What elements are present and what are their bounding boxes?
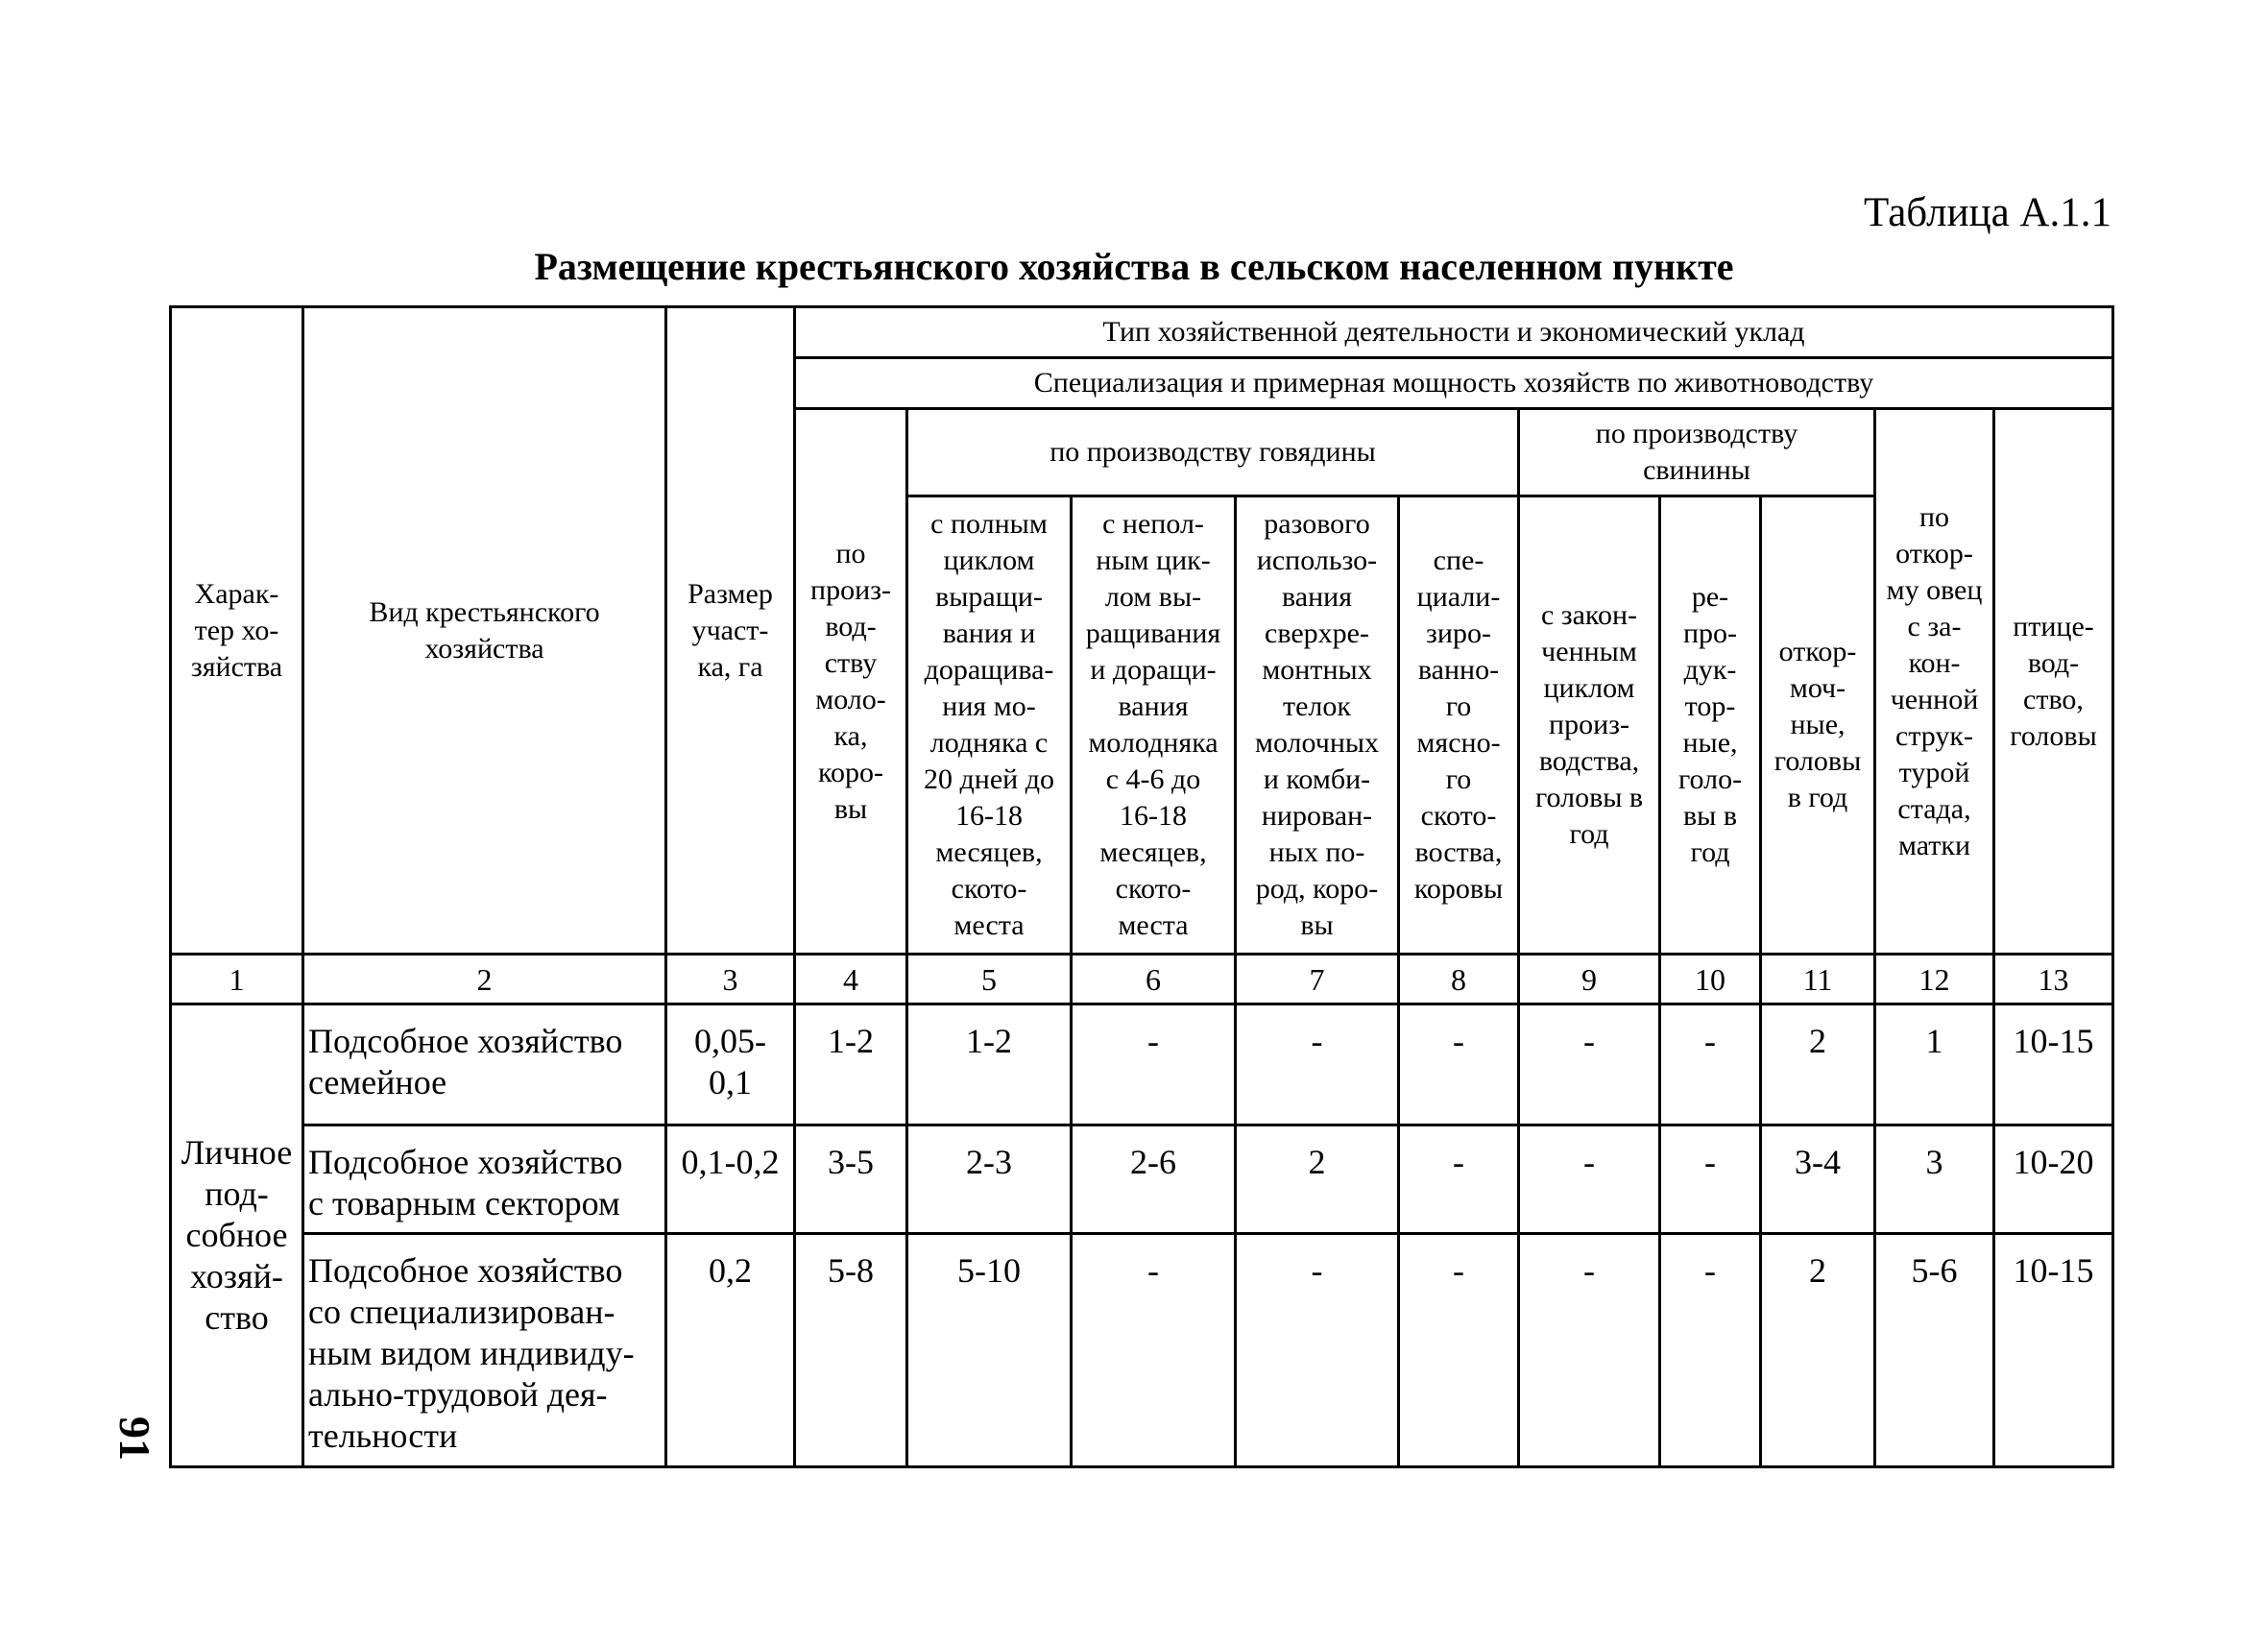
farm-kind: Подсобное хозяйство с товарным сектором xyxy=(303,1125,666,1234)
header-plot-size: Размер участ- ка, га xyxy=(666,307,795,955)
table-row xyxy=(171,1125,2113,1234)
table-cell: 1 xyxy=(1875,1004,1994,1125)
livestock-table xyxy=(169,305,2114,1468)
header-milk: по произ- вод- ству моло- ка, коро- вы xyxy=(795,409,907,955)
table-cell: 1-2 xyxy=(907,1004,1072,1125)
table-cell: 2 xyxy=(1761,1004,1875,1125)
farm-kind: Подсобное хозяйство семейное xyxy=(303,1004,666,1125)
header-beef-specialized: спе- циали- зиро- ванно- го мясно- го ското- воства, коровы xyxy=(1399,496,1519,955)
table-cell: - xyxy=(1399,1004,1519,1125)
header-beef-full-cycle: с полным циклом выращи- вания и доращива- ния мо- лодняка с 20 дней до 16-18 месяцев, ското- места xyxy=(907,496,1072,955)
column-number: 1 xyxy=(171,955,303,1004)
column-number: 9 xyxy=(1519,955,1660,1004)
table-cell: - xyxy=(1399,1234,1519,1467)
table-cell: 5-6 xyxy=(1875,1234,1994,1467)
table-cell: - xyxy=(1660,1234,1761,1467)
header-kind: Вид крестьянского хозяйства xyxy=(303,307,666,955)
table-cell: - xyxy=(1519,1234,1660,1467)
column-number: 3 xyxy=(666,955,795,1004)
table-cell: 3-5 xyxy=(795,1125,907,1234)
table-row xyxy=(171,1004,2113,1125)
column-number: 2 xyxy=(303,955,666,1004)
header-poultry: птице- вод- ство, головы xyxy=(1994,409,2113,955)
table-cell: 2 xyxy=(1236,1125,1399,1234)
table-cell: 2-6 xyxy=(1072,1125,1236,1234)
table-cell: 1-2 xyxy=(795,1004,907,1125)
table-cell: 5-10 xyxy=(907,1234,1072,1467)
header-activity-type: Тип хозяйственной деятельности и экономический уклад xyxy=(795,307,2113,358)
header-beef-group: по производству говядины xyxy=(907,409,1519,496)
header-character: Харак- тер хо- зяйства xyxy=(171,307,303,955)
column-number: 4 xyxy=(795,955,907,1004)
table-cell: 3 xyxy=(1875,1125,1994,1234)
header-beef-partial-cycle: с непол- ным цик- лом вы- ращивания и доращи- вания молодняка с 4-6 до 16-18 месяцев, ското- места xyxy=(1072,496,1236,955)
header-pork-reproductive: ре- про- дук- тор- ные, голо- вы в год xyxy=(1660,496,1761,955)
column-number: 11 xyxy=(1761,955,1875,1004)
column-number: 7 xyxy=(1236,955,1399,1004)
column-number: 6 xyxy=(1072,955,1236,1004)
page-number: 91 xyxy=(110,1416,159,1461)
table-cell: - xyxy=(1660,1125,1761,1234)
column-number: 12 xyxy=(1875,955,1994,1004)
table-title: Размещение крестьянского хозяйства в сельском населенном пункте xyxy=(534,245,1734,288)
table-cell: - xyxy=(1519,1004,1660,1125)
column-number: 10 xyxy=(1660,955,1761,1004)
table-cell: - xyxy=(1072,1004,1236,1125)
farm-kind: Подсобное хозяйство со специализирован- ным видом индивиду- ально-трудовой дея- тельности xyxy=(303,1234,666,1467)
table-cell: 5-8 xyxy=(795,1234,907,1467)
table-cell: 2-3 xyxy=(907,1125,1072,1234)
table-cell: 10-15 xyxy=(1994,1234,2113,1467)
table-cell: - xyxy=(1072,1234,1236,1467)
column-number-row xyxy=(171,955,2113,1004)
table-cell: - xyxy=(1399,1125,1519,1234)
column-number: 13 xyxy=(1994,955,2113,1004)
table-cell: 2 xyxy=(1761,1234,1875,1467)
header-pork-closed-cycle: с закон- ченным циклом произ- водства, головы в год xyxy=(1519,496,1660,955)
header-sheep: по откор- му овец с за- кон- ченной струк- турой стада, матки xyxy=(1875,409,1994,955)
column-number: 5 xyxy=(907,955,1072,1004)
table-cell: - xyxy=(1236,1234,1399,1467)
table-cell: 10-20 xyxy=(1994,1125,2113,1234)
table-cell: - xyxy=(1519,1125,1660,1234)
table-label: Таблица А.1.1 xyxy=(1864,190,2111,235)
header-specialization: Специализация и примерная мощность хозяйств по животноводству xyxy=(795,358,2113,409)
owner-category: Личное под- собное хозяй- ство xyxy=(171,1004,303,1467)
table-cell: - xyxy=(1660,1004,1761,1125)
header-pork-fattening: откор- моч- ные, головы в год xyxy=(1761,496,1875,955)
column-number: 8 xyxy=(1399,955,1519,1004)
header-pork-group: по производству свинины xyxy=(1519,409,1875,496)
table-cell: - xyxy=(1236,1004,1399,1125)
table-cell: 10-15 xyxy=(1994,1004,2113,1125)
plot-size-value: 0,1-0,2 xyxy=(666,1125,795,1234)
plot-size-value: 0,05- 0,1 xyxy=(666,1004,795,1125)
table-row xyxy=(171,1234,2113,1467)
table-cell: 3-4 xyxy=(1761,1125,1875,1234)
header-beef-one-time: разового использо- вания сверхре- монтных телок молочных и комби- нирован- ных по- род, коро- вы xyxy=(1236,496,1399,955)
plot-size-value: 0,2 xyxy=(666,1234,795,1467)
